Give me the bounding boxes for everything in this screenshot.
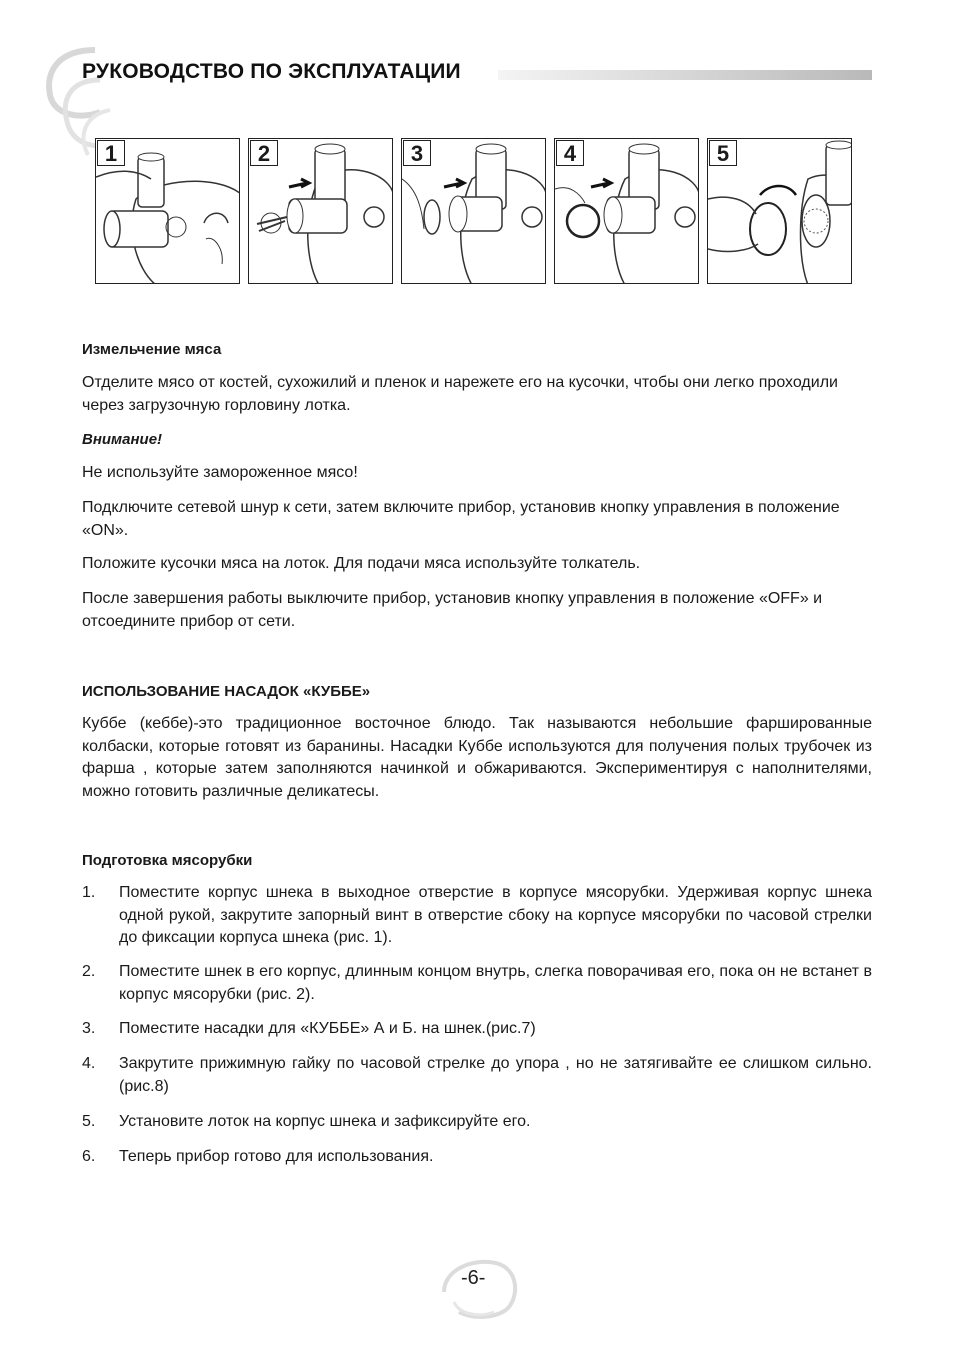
figure-number: 1 (97, 140, 125, 166)
list-number: 3. (82, 1020, 96, 1037)
list-text: Поместите шнек в его корпус, длинным концом внутрь, слегка поворачивая его, пока он не встанет в корпус мясорубки (рис. 2). (119, 963, 872, 1003)
figure-1 (95, 138, 240, 284)
list-number: 2. (82, 963, 96, 980)
meat-p1: Отделите мясо от костей, сухожилий и пленок и нарежете его на кусочки, чтобы они легко проходили через загрузочную горловину лотка. (82, 374, 838, 414)
page-title: РУКОВОДСТВО ПО ЭКСПЛУАТАЦИИ (82, 60, 461, 83)
meat-heading: Измельчение мяса (82, 341, 222, 358)
meat-section (82, 339, 872, 362)
figure-number: 4 (556, 140, 584, 166)
list-number: 1. (82, 884, 96, 901)
list-text: Поместите корпус шнека в выходное отверстие в корпусе мясорубки. Удерживая корпус шнека одной рукой, закрутите запорный винт в отверстие сбоку на корпусе мясорубки по часовой стрелки до фиксации корпуса шнека (рис. 1). (119, 884, 872, 946)
meat-p3: Подключите сетевой шнур к сети, затем включите прибор, установив кнопку управления в положение «ON». (82, 499, 840, 539)
meat-p2: Не используйте замороженное мясо! (82, 464, 358, 481)
list-text: Теперь прибор готово для использования. (119, 1148, 434, 1165)
figure-3 (401, 138, 546, 284)
list-number: 6. (82, 1148, 96, 1165)
prep-heading: Подготовка мясорубки (82, 852, 253, 869)
figures-row (95, 138, 862, 286)
figure-number: 5 (709, 140, 737, 166)
figure-2 (248, 138, 393, 284)
list-text: Закрутите прижимную гайку по часовой стрелке до упора , но не затягивайте ее слишком сильно. (рис.8) (119, 1055, 872, 1095)
warning-label (82, 429, 872, 452)
meat-p4: Положите кусочки мяса на лоток. Для подачи мяса используйте толкатель. (82, 555, 641, 572)
list-text: Поместите насадки для «КУББЕ» А и Б. на шнек.(рис.7) (119, 1020, 536, 1037)
list-number: 5. (82, 1113, 96, 1130)
list-number: 4. (82, 1055, 96, 1072)
list-text: Установите лоток на корпус шнека и зафиксируйте его. (119, 1113, 531, 1130)
header-gradient-bar (498, 70, 872, 80)
kubbe-heading: ИСПОЛЬЗОВАНИЕ НАСАДОК «КУББЕ» (82, 683, 371, 700)
kubbe-p1: Куббе (кеббе)-это традиционное восточное блюдо. Так называются небольшие фаршированные колбаски, которые готовят из баранины. Насадки Куббе используются для получения полых трубочек из фарша , которые затем заполняются начинкой и обжариваются. Экспериментируя с наполнителями, можно готовить различные деликатесы. (82, 715, 872, 800)
figure-5 (707, 138, 852, 284)
meat-p5: После завершения работы выключите прибор, установив кнопку управления в положение «OFF» и отсоедините прибор от сети. (82, 590, 823, 630)
figure-number: 3 (403, 140, 431, 166)
page-number: -6- (461, 1267, 486, 1289)
warning-text: Внимание! (82, 431, 163, 448)
figure-4 (554, 138, 699, 284)
figure-number: 2 (250, 140, 278, 166)
